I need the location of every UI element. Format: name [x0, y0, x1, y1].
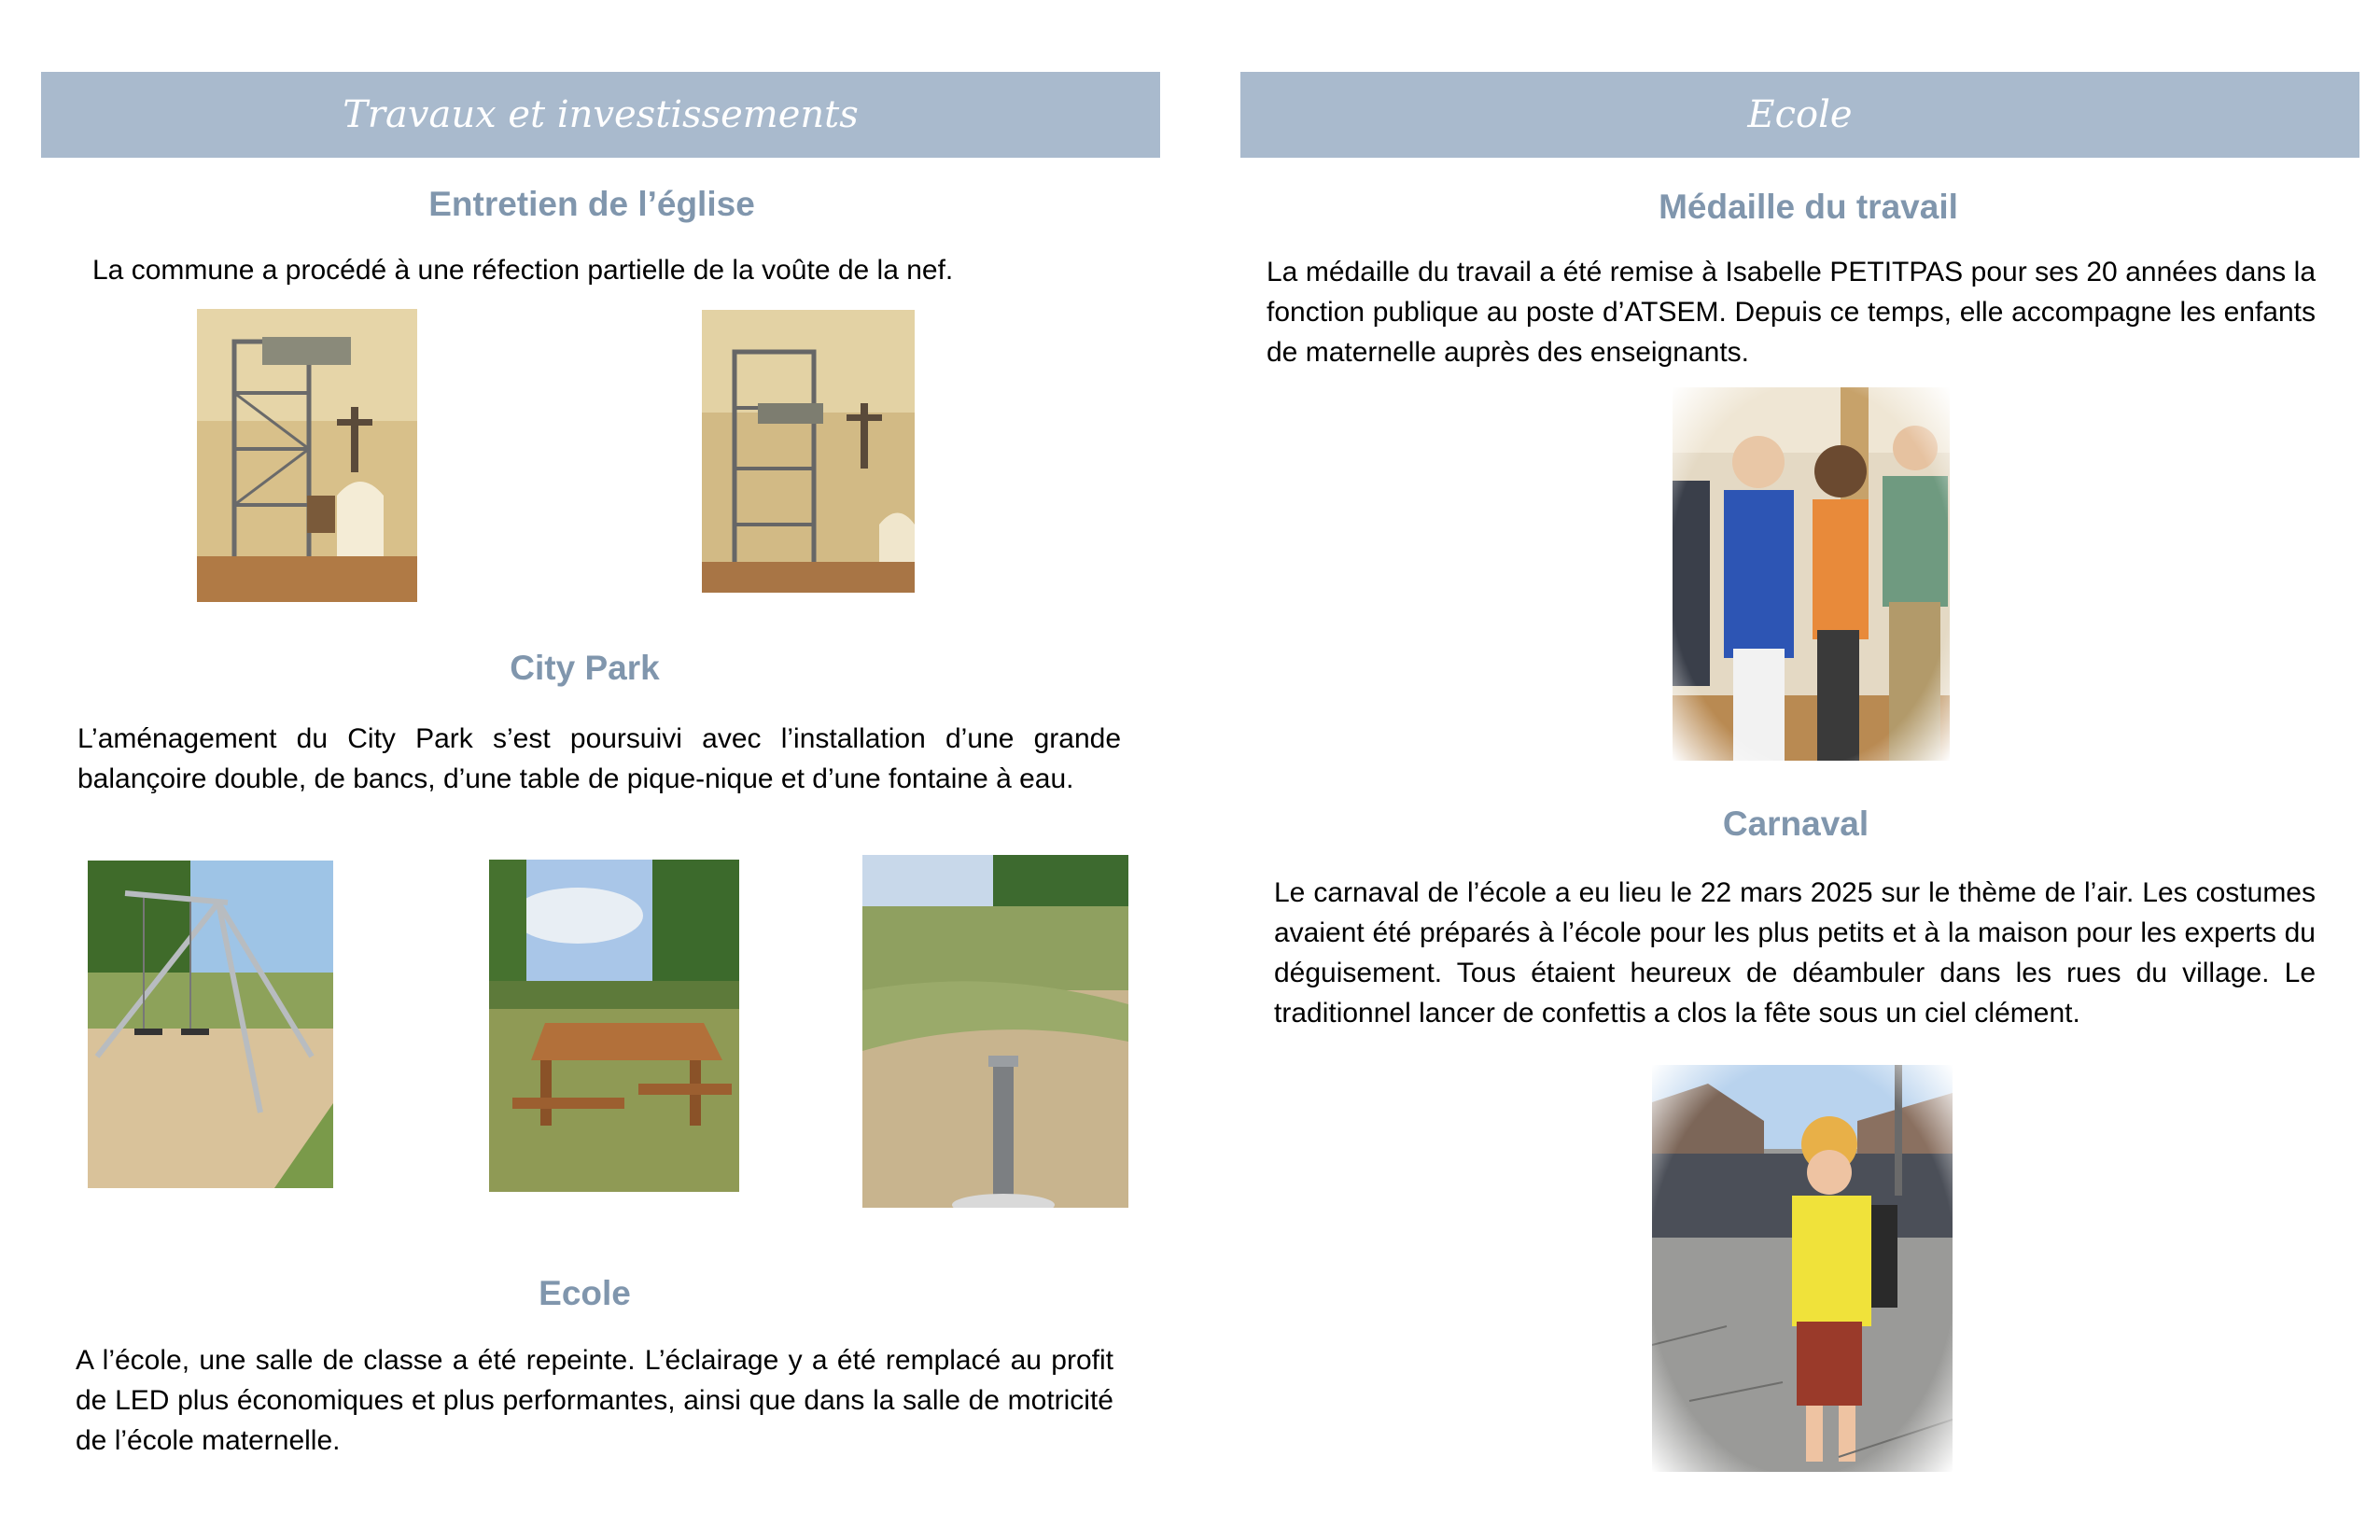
medal-heading: Médaille du travail — [1659, 188, 1958, 226]
medal-ceremony-photo — [1673, 387, 1950, 761]
carnival-photo — [1652, 1065, 1953, 1472]
church-text: La commune a procédé à une réfection partielle de la voûte de la nef. — [92, 255, 954, 286]
school-works-heading: Ecole — [539, 1274, 631, 1312]
church-scaffold-photo-2 — [702, 310, 915, 593]
city-park-text: L’aménagement du City Park s’est poursuivi avec l’installation d’une grande balançoire double, de bancs, d’une table de pique-nique et d’une fontaine à eau. — [77, 723, 1121, 794]
carnival-heading: Carnaval — [1722, 805, 1869, 843]
medal-text: La médaille du travail a été remise à Isabelle PETITPAS pour ses 20 années dans la fonction publique au poste d’ATSEM. Depuis ce temps, elle accompagne les enfants de maternelle auprès des enseignants. — [1267, 257, 2316, 368]
water-fountain-photo — [862, 855, 1128, 1208]
city-park-heading: City Park — [510, 649, 660, 687]
left-page-banner: Travaux et investissements — [41, 72, 1160, 158]
school-works-text: A l’école, une salle de classe a été repeinte. L’éclairage y a été remplacé au profit de LED plus économiques et plus performantes, ainsi que dans la salle de motricité de l’école maternelle. — [76, 1345, 1113, 1456]
picnic-table-photo — [489, 860, 739, 1192]
church-scaffold-photo-1 — [197, 309, 417, 602]
carnival-text: Le carnaval de l’école a eu lieu le 22 mars 2025 sur le thème de l’air. Les costumes avaient été préparés à l’école pour les plus petits et à la maison pour les experts du déguisement. Tous étaient heureux de déambuler dans les rues du village. Le traditionnel lancer de confettis a clos la fête sous un ciel clément. — [1274, 877, 2316, 1029]
church-heading: Entretien de l’église — [428, 185, 755, 223]
right-page-banner: Ecole — [1240, 72, 2359, 158]
swing-photo — [88, 861, 333, 1188]
